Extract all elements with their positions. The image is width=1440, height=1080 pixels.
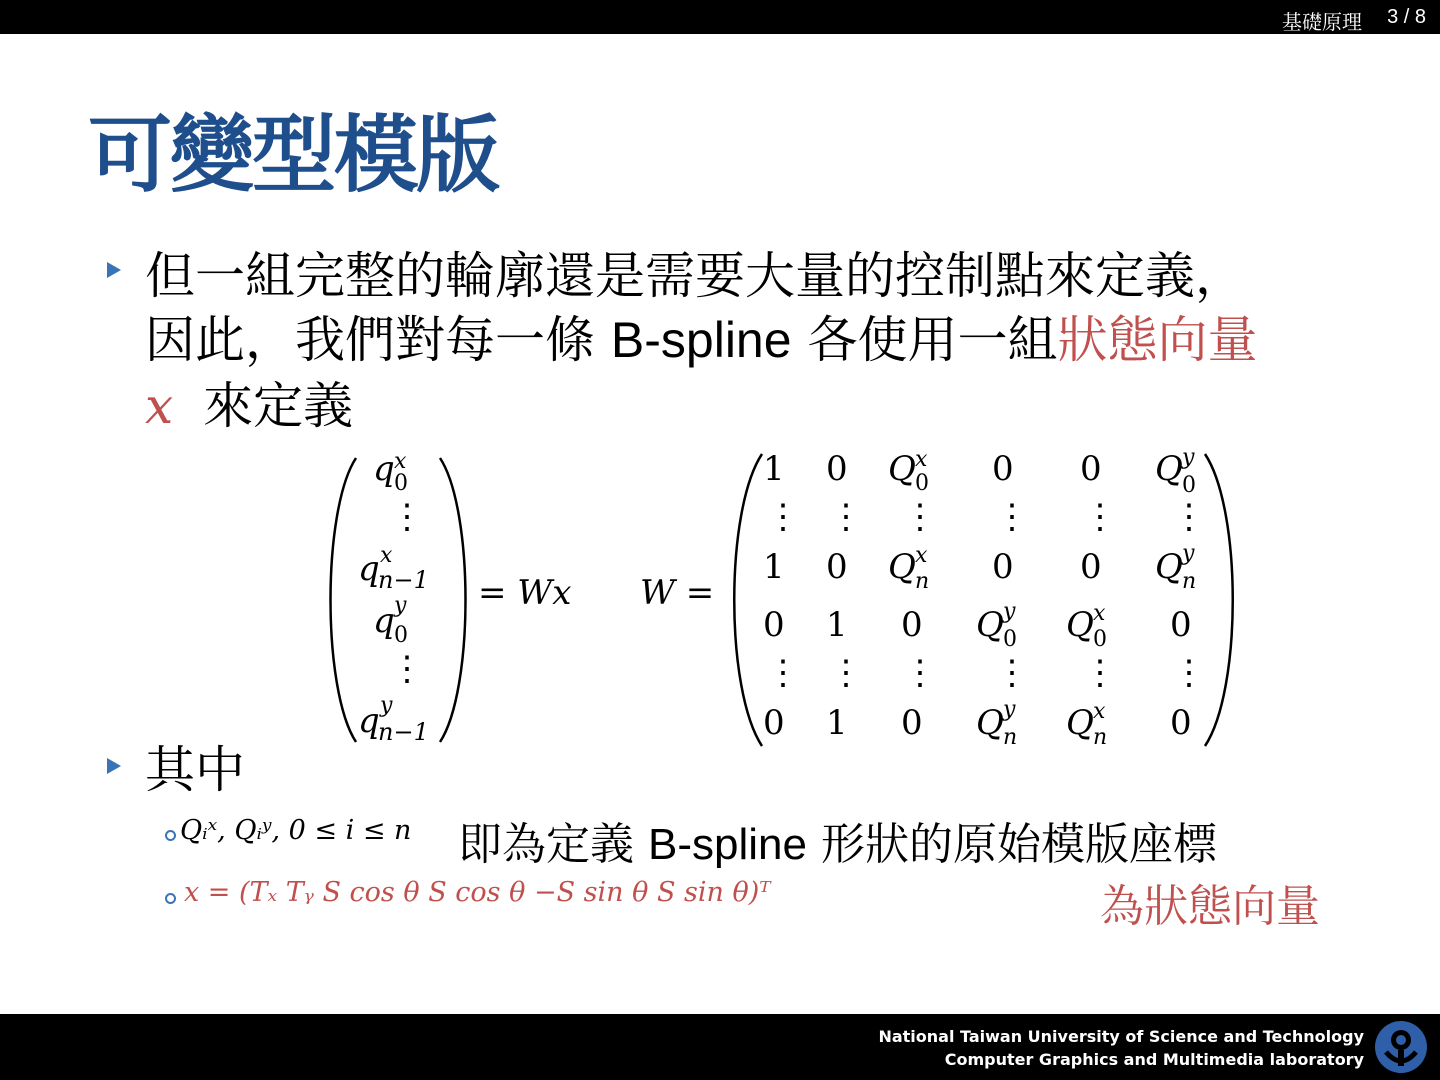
svg-text:⋮: ⋮ xyxy=(1172,497,1206,537)
matrix-cells xyxy=(763,445,1206,750)
svg-text:0: 0 xyxy=(901,703,923,743)
matrix-right-paren xyxy=(1205,454,1233,746)
svg-text:⋮: ⋮ xyxy=(903,653,937,693)
lhs-right-paren xyxy=(440,458,466,742)
svg-text:0: 0 xyxy=(394,471,408,496)
svg-text:⋮: ⋮ xyxy=(995,653,1029,693)
svg-text:1: 1 xyxy=(763,547,785,587)
svg-text:y: y xyxy=(1003,697,1016,722)
footer-lab: Computer Graphics and Multimedia laboratory xyxy=(944,1050,1364,1069)
lhs-qn1x: q xyxy=(358,549,380,589)
svg-text:x: x xyxy=(915,447,928,472)
svg-text:Q: Q xyxy=(1155,449,1183,489)
svg-text:⋮: ⋮ xyxy=(1083,653,1117,693)
state-vector-symbol: x xyxy=(145,377,174,435)
svg-text:n: n xyxy=(1003,725,1018,750)
svg-text:y: y xyxy=(394,593,407,618)
bullet1-line1: 但一組完整的輪廓還是需要大量的控制點來定義， xyxy=(145,247,1245,305)
svg-text:0: 0 xyxy=(826,547,848,587)
svg-text:0: 0 xyxy=(992,547,1014,587)
lhs-vdots-2: ⋮ xyxy=(390,649,424,689)
template-coords-description: 即為定義 B-spline 形狀的原始模版座標 xyxy=(458,819,1217,870)
bullet2-label: 其中 xyxy=(145,741,245,799)
svg-text:⋮: ⋮ xyxy=(1083,497,1117,537)
footer-bar xyxy=(0,1014,1440,1080)
svg-text:x: x xyxy=(1093,601,1106,626)
section-title: 基礎原理 xyxy=(1282,10,1362,34)
svg-text:0: 0 xyxy=(763,605,785,645)
w-label: W = xyxy=(640,573,715,613)
svg-text:1: 1 xyxy=(826,605,848,645)
svg-text:0: 0 xyxy=(1093,627,1107,652)
svg-text:0: 0 xyxy=(1080,449,1102,489)
bullet-arrow-icon xyxy=(107,758,121,774)
bullet1-line3: x 來定義 xyxy=(145,377,354,435)
svg-text:⋮: ⋮ xyxy=(995,497,1029,537)
equals-wx: = Wx xyxy=(478,573,572,613)
sub-bullet-icon xyxy=(165,893,176,904)
state-vector-term: 狀態向量 xyxy=(1057,311,1258,369)
svg-text:0: 0 xyxy=(1170,703,1192,743)
svg-text:x: x xyxy=(394,449,407,474)
svg-text:Q: Q xyxy=(1066,605,1094,645)
svg-text:0: 0 xyxy=(901,605,923,645)
svg-text:0: 0 xyxy=(1003,627,1017,652)
svg-text:⋮: ⋮ xyxy=(766,653,800,693)
svg-text:n: n xyxy=(915,569,930,594)
svg-text:1: 1 xyxy=(763,449,785,489)
bullet-arrow-icon xyxy=(107,262,121,278)
svg-text:Q: Q xyxy=(1155,547,1183,587)
state-vector-formula: x = (Tₓ Tᵧ S cos θ S cos θ −S sin θ S sin θ)ᵀ xyxy=(184,877,771,908)
svg-text:0: 0 xyxy=(826,449,848,489)
svg-text:0: 0 xyxy=(1182,473,1196,498)
footer-university: National Taiwan University of Science and Technology xyxy=(878,1027,1364,1046)
svg-text:n: n xyxy=(1182,569,1197,594)
bullet1-line2: 因此，我們對每一條 B-spline 各使用一組狀態向量 xyxy=(145,311,1258,369)
svg-text:0: 0 xyxy=(992,449,1014,489)
svg-text:0: 0 xyxy=(763,703,785,743)
svg-text:Q: Q xyxy=(888,449,916,489)
svg-text:y: y xyxy=(1003,599,1016,624)
ntust-logo-icon xyxy=(1372,1018,1430,1076)
svg-text:⋮: ⋮ xyxy=(829,497,863,537)
lhs-q0x: q xyxy=(373,449,395,489)
svg-text:x: x xyxy=(380,543,393,568)
svg-text:1: 1 xyxy=(826,703,848,743)
template-coords-formula: Qᵢˣ, Qᵢʸ, 0 ≤ i ≤ n xyxy=(180,815,412,846)
equation-image xyxy=(0,440,1440,760)
svg-text:Q: Q xyxy=(1066,703,1094,743)
svg-text:0: 0 xyxy=(1170,605,1192,645)
svg-text:Q: Q xyxy=(976,605,1004,645)
svg-text:⋮: ⋮ xyxy=(903,497,937,537)
svg-text:n−1: n−1 xyxy=(378,718,429,746)
svg-text:⋮: ⋮ xyxy=(1172,653,1206,693)
lhs-vdots-1: ⋮ xyxy=(390,497,424,537)
svg-text:Q: Q xyxy=(976,703,1004,743)
svg-text:0: 0 xyxy=(915,471,929,496)
lhs-qn1y: q xyxy=(358,701,380,741)
svg-text:⋮: ⋮ xyxy=(766,497,800,537)
svg-text:0: 0 xyxy=(1080,547,1102,587)
svg-text:y: y xyxy=(1182,445,1195,470)
state-vector-description: 為狀態向量 xyxy=(1100,881,1320,932)
svg-text:n: n xyxy=(1093,725,1108,750)
page-number: 3 / 8 xyxy=(1387,6,1426,28)
slide-title: 可變型模版 xyxy=(88,106,499,204)
svg-text:0: 0 xyxy=(394,623,408,648)
svg-text:⋮: ⋮ xyxy=(829,653,863,693)
svg-text:y: y xyxy=(1182,541,1195,566)
svg-text:n−1: n−1 xyxy=(378,566,429,594)
lhs-left-paren xyxy=(331,458,357,742)
svg-text:y: y xyxy=(380,693,393,718)
svg-text:x: x xyxy=(915,543,928,568)
svg-text:x: x xyxy=(1093,699,1106,724)
lhs-q0y: q xyxy=(373,601,395,641)
header-bar xyxy=(0,0,1440,34)
sub-bullet-icon xyxy=(165,830,176,841)
svg-text:Q: Q xyxy=(888,547,916,587)
matrix-left-paren xyxy=(734,454,762,746)
